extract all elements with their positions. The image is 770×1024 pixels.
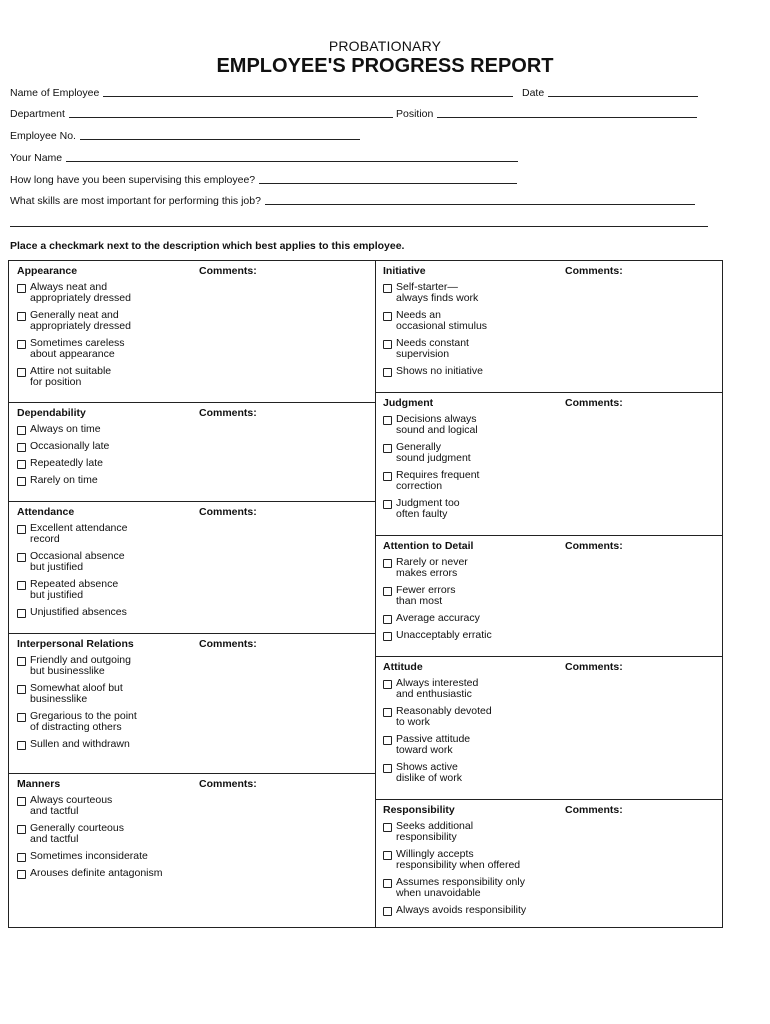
skills-continuation-line[interactable] bbox=[10, 226, 708, 227]
initiative-option-4[interactable]: Shows no initiative bbox=[383, 366, 553, 377]
interpersonal-option-1[interactable]: Friendly and outgoing but businesslike bbox=[17, 655, 187, 677]
checkbox-icon[interactable] bbox=[383, 587, 392, 596]
initiative-title: Initiative bbox=[383, 265, 426, 277]
checkbox-icon[interactable] bbox=[383, 444, 392, 453]
appearance-option-3[interactable]: Sometimes careless about appearance bbox=[17, 338, 187, 360]
judgment-option-1[interactable]: Decisions always sound and logical bbox=[383, 414, 553, 436]
position-row bbox=[396, 104, 701, 120]
checkbox-icon[interactable] bbox=[383, 615, 392, 624]
checkbox-icon[interactable] bbox=[17, 460, 26, 469]
attitude-option-2[interactable]: Reasonably devoted to work bbox=[383, 706, 553, 728]
evaluation-grid bbox=[8, 260, 723, 928]
checkbox-icon[interactable] bbox=[17, 581, 26, 590]
checkbox-icon[interactable] bbox=[17, 312, 26, 321]
section-dependability bbox=[9, 403, 375, 502]
attitude-option-4[interactable]: Shows active dislike of work bbox=[383, 762, 553, 784]
checkbox-icon[interactable] bbox=[383, 907, 392, 916]
checkbox-icon[interactable] bbox=[17, 340, 26, 349]
interpersonal-relations-title: Interpersonal Relations bbox=[17, 638, 134, 650]
responsibility-option-3[interactable]: Assumes responsibility only when unavoidable bbox=[383, 877, 553, 899]
form-subtitle: PROBATIONARY bbox=[328, 38, 442, 54]
section-attendance bbox=[9, 502, 375, 634]
section-interpersonal-relations bbox=[9, 634, 375, 774]
employee-name-row bbox=[10, 83, 522, 99]
date-label: Date bbox=[522, 87, 545, 99]
judgment-title: Judgment bbox=[383, 397, 434, 409]
checkbox-icon[interactable] bbox=[17, 685, 26, 694]
checkbox-icon[interactable] bbox=[383, 472, 392, 481]
section-appearance bbox=[9, 261, 375, 403]
attention-option-3[interactable]: Average accuracy bbox=[383, 613, 553, 624]
manners-option-2[interactable]: Generally courteous and tactful bbox=[17, 823, 187, 845]
checkbox-icon[interactable] bbox=[17, 443, 26, 452]
checkbox-icon[interactable] bbox=[383, 823, 392, 832]
employee-no-label: Employee No. bbox=[10, 130, 76, 142]
manners-option-4[interactable]: Arouses definite antagonism bbox=[17, 868, 187, 879]
checkbox-icon[interactable] bbox=[383, 312, 392, 321]
judgment-comments-label: Comments: bbox=[565, 397, 623, 409]
supervising-duration-line[interactable] bbox=[259, 183, 517, 184]
section-initiative bbox=[375, 261, 722, 393]
appearance-option-2[interactable]: Generally neat and appropriately dressed bbox=[17, 310, 187, 332]
attention-option-4[interactable]: Unacceptably erratic bbox=[383, 630, 553, 641]
responsibility-comments-label: Comments: bbox=[565, 804, 623, 816]
attendance-option-4[interactable]: Unjustified absences bbox=[17, 607, 187, 618]
attendance-title: Attendance bbox=[17, 506, 75, 518]
dependability-option-4[interactable]: Rarely on time bbox=[17, 475, 187, 486]
interpersonal-relations-comments-label: Comments: bbox=[199, 638, 257, 650]
manners-option-3[interactable]: Sometimes inconsiderate bbox=[17, 851, 187, 862]
employee-no-line[interactable] bbox=[80, 139, 360, 140]
attention-to-detail-comments-label: Comments: bbox=[565, 540, 623, 552]
checkbox-icon[interactable] bbox=[17, 553, 26, 562]
checkbox-icon[interactable] bbox=[383, 680, 392, 689]
attendance-option-1[interactable]: Excellent attendance record bbox=[17, 523, 187, 545]
checkbox-icon[interactable] bbox=[383, 500, 392, 509]
skills-label: What skills are most important for performing this job? bbox=[10, 195, 261, 207]
position-label: Position bbox=[396, 108, 434, 120]
judgment-option-3[interactable]: Requires frequent correction bbox=[383, 470, 553, 492]
manners-option-1[interactable]: Always courteous and tactful bbox=[17, 795, 187, 817]
attendance-option-2[interactable]: Occasional absence but justified bbox=[17, 551, 187, 573]
interpersonal-option-4[interactable]: Sullen and withdrawn bbox=[17, 739, 187, 750]
dependability-comments-label: Comments: bbox=[199, 407, 257, 419]
appearance-option-1[interactable]: Always neat and appropriately dressed bbox=[17, 282, 187, 304]
manners-comments-label: Comments: bbox=[199, 778, 257, 790]
manners-title: Manners bbox=[17, 778, 61, 790]
employee-name-line[interactable] bbox=[103, 96, 513, 97]
section-judgment bbox=[375, 393, 722, 536]
initiative-comments-label: Comments: bbox=[565, 265, 623, 277]
attendance-option-3[interactable]: Repeated absence but justified bbox=[17, 579, 187, 601]
checkbox-icon[interactable] bbox=[383, 851, 392, 860]
attention-option-2[interactable]: Fewer errors than most bbox=[383, 585, 553, 607]
judgment-option-4[interactable]: Judgment too often faulty bbox=[383, 498, 553, 520]
supervising-duration-row bbox=[10, 170, 525, 186]
checkbox-icon[interactable] bbox=[383, 879, 392, 888]
checkbox-icon[interactable] bbox=[17, 713, 26, 722]
employee-name-label: Name of Employee bbox=[10, 87, 100, 99]
checkbox-icon[interactable] bbox=[17, 657, 26, 666]
dependability-title: Dependability bbox=[17, 407, 86, 419]
checkbox-icon[interactable] bbox=[17, 797, 26, 806]
appearance-comments-label: Comments: bbox=[199, 265, 257, 277]
employee-no-row bbox=[10, 126, 365, 142]
checkbox-icon[interactable] bbox=[383, 416, 392, 425]
your-name-row bbox=[10, 148, 525, 164]
dependability-option-3[interactable]: Repeatedly late bbox=[17, 458, 187, 469]
checkbox-icon[interactable] bbox=[383, 559, 392, 568]
section-attitude bbox=[375, 657, 722, 800]
department-row bbox=[10, 104, 395, 120]
skills-row bbox=[10, 191, 705, 207]
section-responsibility bbox=[375, 800, 722, 929]
checkbox-icon[interactable] bbox=[383, 736, 392, 745]
appearance-option-4[interactable]: Attire not suitable for position bbox=[17, 366, 187, 388]
checkbox-icon[interactable] bbox=[383, 284, 392, 293]
checkbox-icon[interactable] bbox=[17, 853, 26, 862]
supervising-duration-label: How long have you been supervising this employee? bbox=[10, 174, 256, 186]
section-manners bbox=[9, 774, 375, 929]
department-label: Department bbox=[10, 108, 65, 120]
instruction-text: Place a checkmark next to the description which best applies to this employee. bbox=[10, 240, 405, 252]
attitude-title: Attitude bbox=[383, 661, 423, 673]
department-line[interactable] bbox=[69, 117, 393, 118]
checkbox-icon[interactable] bbox=[383, 632, 392, 641]
checkbox-icon[interactable] bbox=[17, 284, 26, 293]
checkbox-icon[interactable] bbox=[17, 870, 26, 879]
checkbox-icon[interactable] bbox=[17, 525, 26, 534]
attention-option-1[interactable]: Rarely or never makes errors bbox=[383, 557, 553, 579]
attendance-comments-label: Comments: bbox=[199, 506, 257, 518]
checkbox-icon[interactable] bbox=[17, 741, 26, 750]
responsibility-option-2[interactable]: Willingly accepts responsibility when offered bbox=[383, 849, 553, 871]
left-column bbox=[9, 261, 376, 927]
checkbox-icon[interactable] bbox=[17, 368, 26, 377]
initiative-option-1[interactable]: Self-starter— always finds work bbox=[383, 282, 553, 304]
checkbox-icon[interactable] bbox=[383, 340, 392, 349]
attention-to-detail-title: Attention to Detail bbox=[383, 540, 474, 552]
attitude-comments-label: Comments: bbox=[565, 661, 623, 673]
attitude-option-1[interactable]: Always interested and enthusiastic bbox=[383, 678, 553, 700]
judgment-option-2[interactable]: Generally sound judgment bbox=[383, 442, 553, 464]
checkbox-icon[interactable] bbox=[17, 609, 26, 618]
position-line[interactable] bbox=[437, 117, 697, 118]
responsibility-title: Responsibility bbox=[383, 804, 455, 816]
form-title: EMPLOYEE'S PROGRESS REPORT bbox=[216, 55, 554, 77]
section-attention-to-detail bbox=[375, 536, 722, 657]
date-line[interactable] bbox=[548, 96, 698, 97]
checkbox-icon[interactable] bbox=[17, 477, 26, 486]
interpersonal-option-2[interactable]: Somewhat aloof but businesslike bbox=[17, 683, 187, 705]
attitude-option-3[interactable]: Passive attitude toward work bbox=[383, 734, 553, 756]
your-name-label: Your Name bbox=[10, 152, 63, 164]
checkbox-icon[interactable] bbox=[17, 825, 26, 834]
responsibility-option-1[interactable]: Seeks additional responsibility bbox=[383, 821, 553, 843]
date-row bbox=[522, 83, 702, 99]
checkbox-icon[interactable] bbox=[383, 708, 392, 717]
responsibility-option-4[interactable]: Always avoids responsibility bbox=[383, 905, 553, 916]
appearance-title: Appearance bbox=[17, 265, 78, 277]
skills-line[interactable] bbox=[265, 204, 695, 205]
interpersonal-option-3[interactable]: Gregarious to the point of distracting others bbox=[17, 711, 187, 733]
dependability-option-2[interactable]: Occasionally late bbox=[17, 441, 187, 452]
initiative-option-3[interactable]: Needs constant supervision bbox=[383, 338, 553, 360]
dependability-option-1[interactable]: Always on time bbox=[17, 424, 187, 435]
checkbox-icon[interactable] bbox=[383, 368, 392, 377]
initiative-option-2[interactable]: Needs an occasional stimulus bbox=[383, 310, 553, 332]
your-name-line[interactable] bbox=[66, 161, 518, 162]
right-column bbox=[375, 261, 722, 927]
checkbox-icon[interactable] bbox=[383, 764, 392, 773]
checkbox-icon[interactable] bbox=[17, 426, 26, 435]
